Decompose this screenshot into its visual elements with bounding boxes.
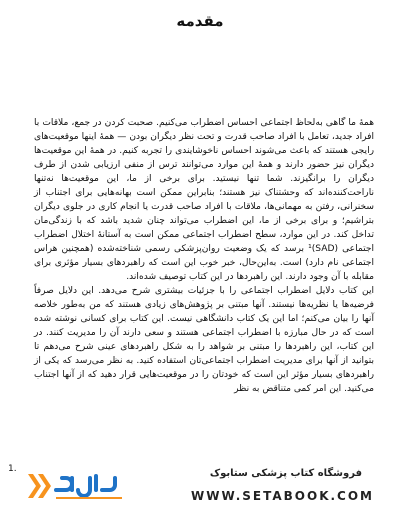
- page-title: مقدمه: [176, 12, 224, 30]
- body-text: [34, 116, 374, 396]
- page-footer: [0, 462, 400, 514]
- store-name: فروشگاه کتاب پزشکی ستابوک: [209, 468, 362, 479]
- footnote-number: 1.: [8, 464, 17, 474]
- store-url: WWW.SETABOOK.COM: [190, 489, 374, 503]
- setabook-logo-icon: [22, 466, 132, 506]
- paragraph-1: همهٔ ما گاهی به‌لحاظ اجتماعی احساس اضطراب می‌کنیم. صحبت کردن در جمع، ملاقات با افراد جدید، تعامل با افراد صاحب قدرت و تحت نظر دیگران بودن — همهٔ اینها موقعیت‌های رایجی هستند که باعث می‌شوند احساس ناخوشایندی را تجربه کنیم. در همهٔ این موقعیت‌ها دیگران نیز حضور دارند و همهٔ این موارد می‌توانند ترس از منفی ارزیابی شدن از طرف دیگران را برانگیزند. شما تنها نیستید. برای برخی از ما، این موقعیت‌ها نه‌تنها ناراحت‌کننده‌اند که وحشتناک نیز هستند؛ بنابراین ممکن است بهانه‌هایی برای اجتناب از سخنرانی، رفتن به مهمانی‌ها، ملاقات با افراد صاحب قدرت یا انجام کاری در جلوی دیگران بتراشیم؛ و برای برخی از ما، این اضطراب می‌تواند چنان شدید باشد که با زندگی‌مان تداخل کند. در این موارد، سطح اضطراب اجتماعی ممکن است به آستانهٔ اختلال اضطراب اجتماعی (SAD)¹ برسد که یک وضعیت روان‌پزشکی رسمی شناخته‌شده (همچنین هراس اجتماعی نام دارد) است. به‌این‌حال، خبر خوب این است که راهبردهای بسیار مؤثری برای مقابله با آن وجود دارند. این راهبردها در این کتاب توصیف شده‌اند.: [34, 118, 374, 282]
- setabook-logo: [22, 466, 132, 506]
- paragraph-2: این کتاب دلایل اضطراب اجتماعی را با جزئیات بیشتری شرح می‌دهد. این دلایل صرفاً فرضیه‌ها یا نظریه‌ها نیستند. آنها مبتنی بر پژوهش‌های زیادی هستند که من به‌طور خلاصه آنها را بیان می‌کنم؛ اما این یک کتاب دانشگاهی نیست. این کتاب برای کسانی نوشته شده است که در حال مبارزه با اضطراب اجتماعی هستند و سعی دارند آن را مدیریت کنند. در این کتاب، این راهبردها را مبتنی بر شواهد را به شکل راهبردهای عینی شرح می‌دهم تا بتوانید از آنها برای مدیریت اضطراب اجتماعی‌تان استفاده کنید. به نظر می‌رسد که یکی از راهبردهای بسیار مؤثر این است که خودتان را در موقعیت‌هایی قرار دهید که از آنها اجتناب می‌کنید. این امر کمی متناقض به نظر: [34, 286, 374, 394]
